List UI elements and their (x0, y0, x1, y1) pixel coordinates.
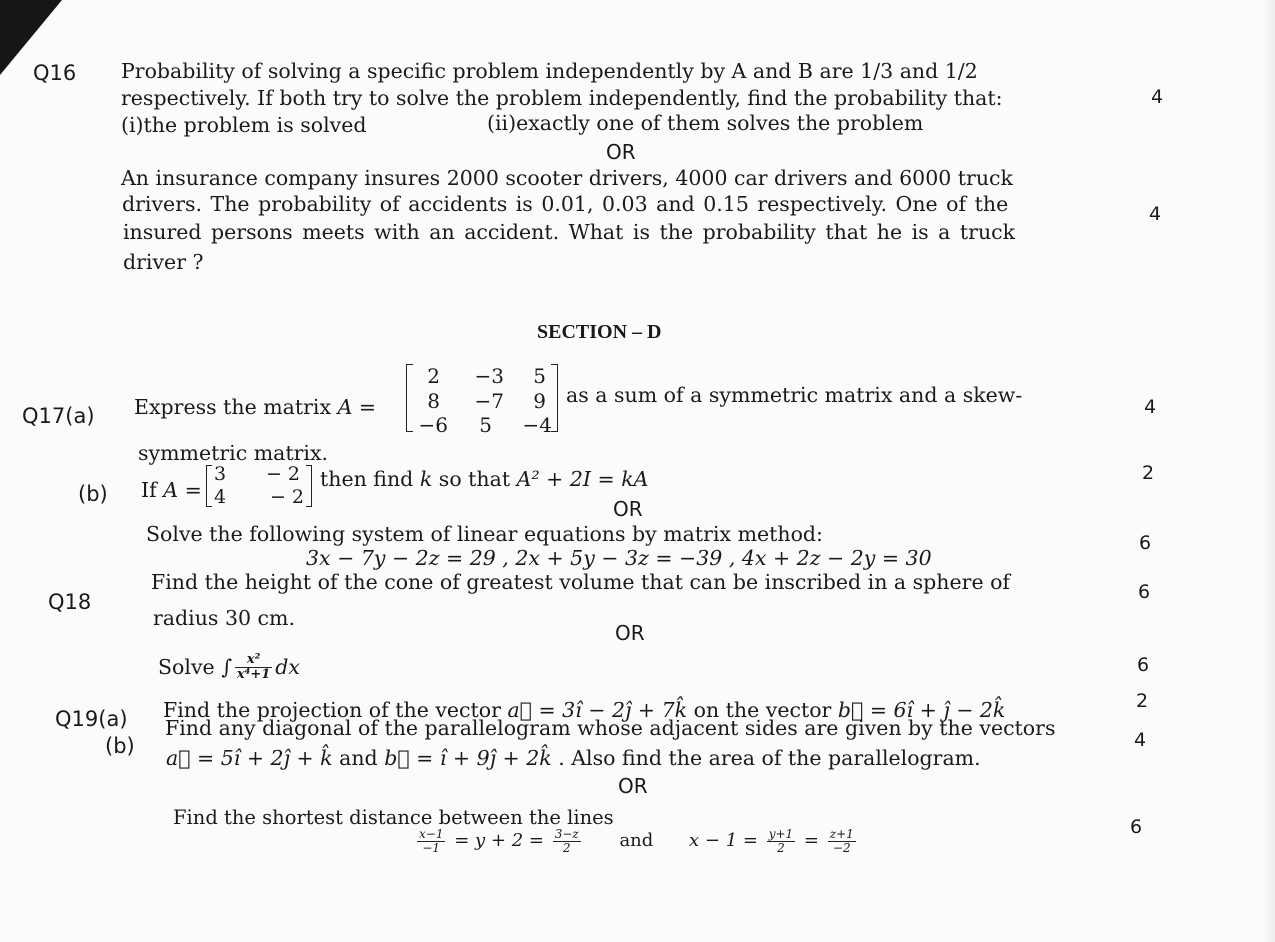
q17-b-if: If (141, 478, 157, 502)
q16-or: OR (606, 140, 636, 164)
q19-alt-frac3 (767, 828, 795, 854)
q19-alt-f2n: 3−z (554, 827, 579, 841)
q19-alt-f3d: 2 (777, 840, 785, 855)
q17-b-so: so that (438, 467, 511, 491)
q19-alt-lhs2: x − 1 = (689, 830, 758, 852)
q19-alt-mid1: = y + 2 = (454, 830, 544, 852)
q19-alt-frac2 (553, 828, 581, 854)
q17-b-lhs (141, 480, 202, 501)
q17-a-cont: symmetric matrix. (138, 441, 329, 465)
q19-b-vec-a: a⃗ = 5î + 2ĵ + k̂ (166, 746, 333, 770)
q18-or: OR (615, 621, 645, 645)
q19-alt-f1d: −1 (422, 840, 441, 855)
matrix-b-cell: 4 (214, 486, 227, 508)
q16-number: Q16 (33, 61, 77, 85)
q17-a-text (134, 397, 376, 418)
q19-b-line2 (166, 748, 981, 769)
q17-b-eq: = (184, 478, 202, 502)
q17-a-pre: Express the matrix (134, 395, 332, 419)
matrix-b (206, 463, 312, 509)
q17-a-marks: 4 (1144, 396, 1157, 418)
q18-alt-solve: Solve (158, 654, 215, 679)
q18-number: Q18 (48, 590, 92, 614)
matrix-b-left-bracket (206, 465, 212, 507)
q19-alt-eq: = (803, 830, 820, 852)
matrix-a (406, 362, 558, 437)
q17-b-label: (b) (78, 482, 108, 506)
q19-alt-and: and (619, 830, 654, 852)
q16-alt-line1: An insurance company insures 2000 scooter drivers, 4000 car drivers and 6000 truck (121, 166, 1013, 190)
q18-line2: radius 30 cm. (153, 606, 295, 630)
q16-alt-line3: insured persons meets with an accident. What is the probability that he is a truck (123, 220, 1016, 244)
matrix-a-cell: 9 (533, 389, 546, 413)
q19-alt-lines (414, 828, 859, 866)
q18-alt-marks: 6 (1137, 654, 1150, 676)
q17-b-k: k (419, 467, 433, 491)
q19-b-marks: 4 (1134, 729, 1147, 751)
q19-alt-f3n: y+1 (768, 827, 794, 841)
matrix-a-cell: 5 (533, 364, 546, 388)
matrix-b-cell: 3 (214, 463, 227, 485)
q18-alt-den: x⁴+1 (236, 666, 271, 682)
matrix-a-cell: −4 (522, 413, 552, 437)
matrix-b-cell: − 2 (265, 463, 300, 485)
q19-b-line1: Find any diagonal of the parallelogram whose adjacent sides are given by the vectors (165, 716, 1056, 740)
matrix-a-cell: −6 (418, 413, 448, 437)
q16-line1: Probability of solving a specific problem independently by A and B are 1/3 and 1/2 (121, 59, 978, 83)
q19-a-vec-a: a⃗ = 3î − 2ĵ + 7k̂ (507, 698, 688, 722)
q19-alt-frac4 (828, 828, 856, 854)
q17-alt-marks: 6 (1139, 532, 1152, 554)
matrix-a-cell: 2 (427, 364, 440, 388)
q19-alt-f1n: x−1 (419, 827, 444, 841)
matrix-b-cell: − 2 (269, 486, 304, 508)
q19-b-and: and (339, 746, 378, 770)
q19-a-vec-b: b⃗ = 6î + ĵ − 2k̂ (837, 698, 1006, 722)
section-title: SECTION – D (537, 321, 662, 343)
q16-part-ii: (ii)exactly one of them solves the problem (487, 111, 924, 135)
q19-or: OR (618, 774, 648, 798)
q18-alt-dx: dx (275, 654, 300, 679)
q19-a-marks: 2 (1136, 690, 1149, 712)
q17-b-marks: 2 (1142, 462, 1155, 484)
matrix-a-cell: −3 (474, 364, 504, 388)
q17-or: OR (613, 497, 643, 521)
q19-a-text: Find the projection of the vector (163, 698, 501, 722)
q18-marks: 6 (1138, 581, 1151, 603)
q19-b-vec-b: b⃗ = î + 9ĵ + 2k̂ (384, 746, 552, 770)
q16-line2: respectively. If both try to solve the problem independently, find the probability that: (121, 86, 1003, 110)
q16-alt-line4: driver ? (123, 250, 204, 274)
q18-alt (158, 653, 300, 693)
matrix-a-cell: 8 (427, 389, 440, 413)
q18-line1: Find the height of the cone of greatest volume that can be inscribed in a sphere of (151, 570, 1011, 594)
q17-a-var: A (337, 395, 353, 419)
q17-a-eq: = (358, 395, 377, 419)
q18-alt-integral: ∫ (221, 654, 232, 679)
q17-b-expr: A² + 2I = kA (516, 467, 649, 491)
q19-alt-line1: Find the shortest distance between the lines (173, 806, 614, 829)
matrix-a-cell: 5 (479, 413, 492, 437)
q18-alt-fraction (235, 653, 272, 681)
q19-alt-frac1 (417, 828, 445, 854)
q19-alt-marks: 6 (1130, 816, 1143, 838)
q17-b-var: A (163, 478, 179, 502)
matrix-a-cell: −7 (474, 389, 504, 413)
q19-alt-f4d: −2 (832, 840, 851, 855)
matrix-b-right-bracket (306, 465, 312, 507)
q17-number: Q17(a) (22, 404, 95, 428)
q16-alt-marks: 4 (1149, 203, 1162, 225)
q19-b-label: (b) (105, 734, 135, 758)
matrix-a-right-bracket (551, 364, 558, 432)
q17-a-post: as a sum of a symmetric matrix and a skew- (566, 383, 1023, 407)
q19-b-rest: . Also find the area of the parallelogram. (558, 746, 981, 770)
q16-marks: 4 (1151, 86, 1164, 108)
q16-part-i: (i)the problem is solved (121, 113, 367, 137)
page-edge-shadow (1263, 0, 1275, 942)
q19-alt-f2d: 2 (562, 840, 571, 855)
q17-b-text (320, 469, 648, 490)
q19-number: Q19(a) (55, 707, 128, 731)
q18-alt-num: x² (235, 653, 272, 668)
q19-alt-f4n: z+1 (829, 827, 854, 841)
q19-a-on: on the vector (693, 698, 832, 722)
q17-alt-eqs: 3x − 7y − 2z = 29 , 2x + 5y − 3z = −39 , 4x + 2z − 2y = 30 (306, 546, 932, 570)
q17-alt-line1: Solve the following system of linear equations by matrix method: (146, 522, 823, 546)
q17-b-then: then find (320, 467, 414, 491)
q16-alt-line2: drivers. The probability of accidents is 0.01, 0.03 and 0.15 respectively. One of the (122, 192, 1009, 216)
